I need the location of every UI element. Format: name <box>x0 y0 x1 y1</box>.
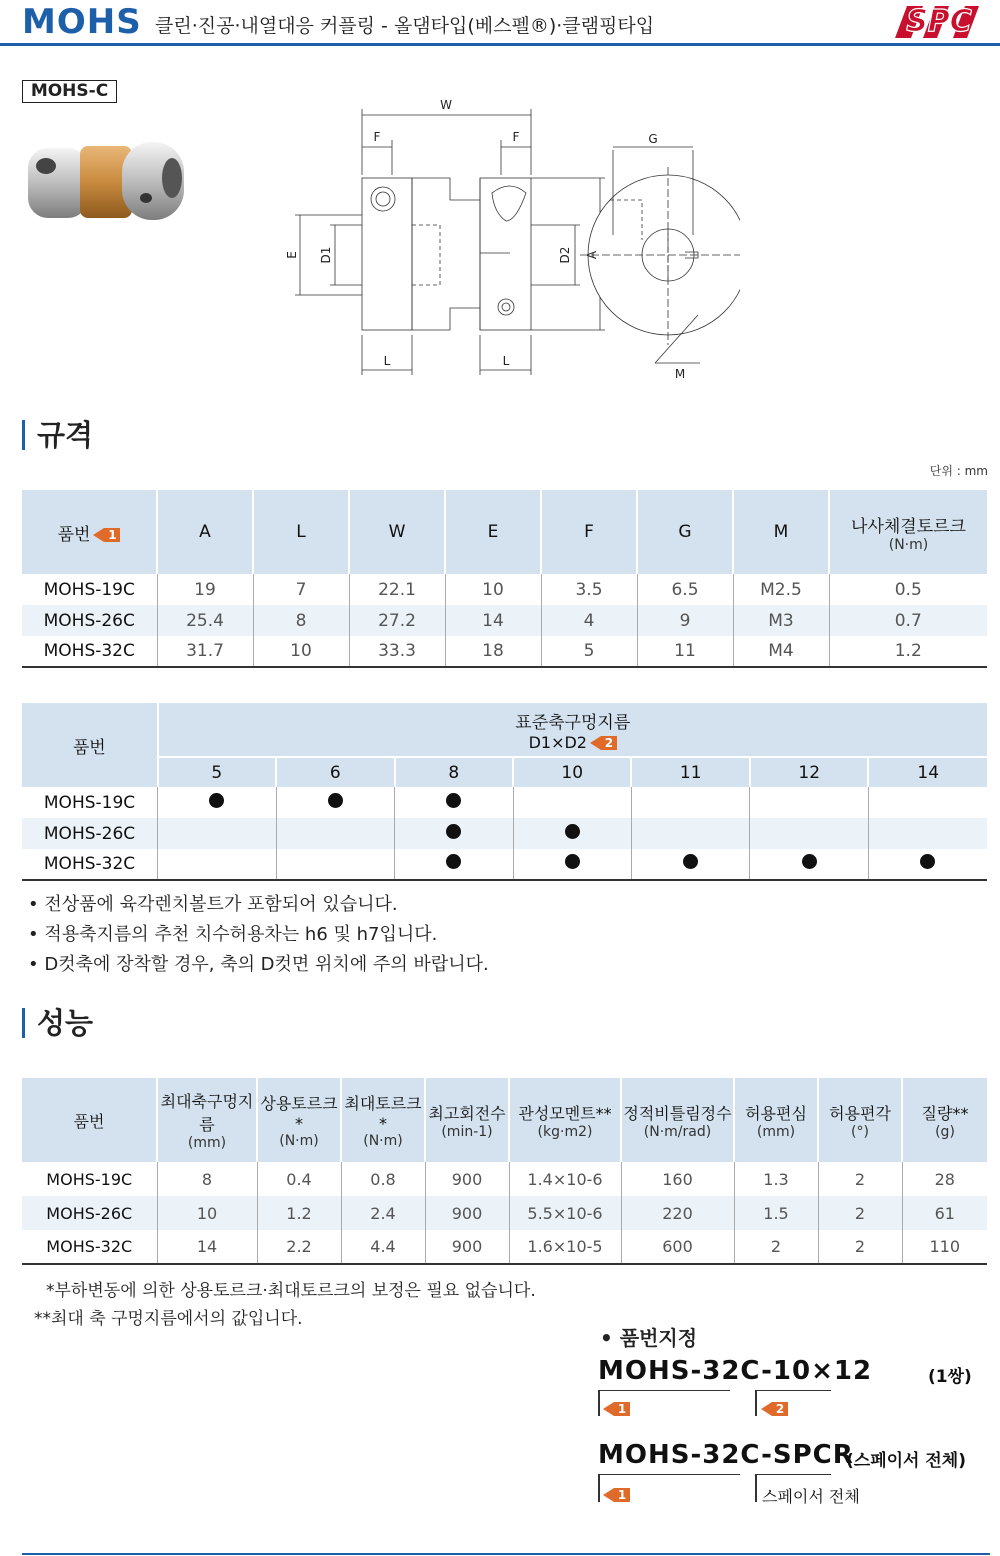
bore-availability-cell <box>513 787 631 818</box>
part-number-example-2: MOHS-32C-SPCR <box>598 1440 854 1470</box>
bore-availability-cell <box>513 849 631 880</box>
note-3: • D컷축에 장착할 경우, 축의 D컷면 위치에 주의 바랍니다. <box>28 954 489 975</box>
dim-L2: L <box>502 354 510 368</box>
bore-availability-cell <box>158 818 276 849</box>
spec-value-cell: 25.4 <box>157 605 253 636</box>
performance-table <box>22 1078 987 1265</box>
performance-header: 질량** (g) <box>902 1078 987 1162</box>
product-subtitle: 클린·진공·내열대응 커플링 - 올댐타입(베스펠®)·클램핑타입 <box>155 15 655 37</box>
spec-value-cell: 11 <box>637 636 733 667</box>
underline-bore <box>755 1390 831 1391</box>
performance-header: 정적비틀림정수 (N·m/rad) <box>621 1078 734 1162</box>
bore-availability-cell <box>631 849 749 880</box>
performance-value-cell: 61 <box>902 1196 987 1230</box>
spec-header-torque: 나사체결토르크 (N·m) <box>829 490 987 574</box>
spec-header-part: 품번 1 <box>22 490 157 574</box>
available-dot-icon <box>920 854 935 869</box>
bore-row <box>22 849 987 880</box>
performance-header: 품번 <box>22 1078 157 1162</box>
bore-availability-cell <box>276 849 394 880</box>
performance-value-cell: 10 <box>157 1196 257 1230</box>
bore-availability-cell <box>750 818 868 849</box>
bore-availability-cell <box>395 849 513 880</box>
technical-drawing <box>280 95 740 385</box>
badge-1-icon: 1 <box>104 528 120 542</box>
pn-badge-1-icon: 1 <box>614 1402 630 1416</box>
part-number-cell: MOHS-19C <box>43 792 136 813</box>
spec-header-A: A <box>157 490 253 574</box>
performance-value-cell: 2 <box>818 1196 902 1230</box>
performance-header: 상용토르크* (N·m) <box>257 1078 341 1162</box>
dim-E: E <box>285 251 299 259</box>
spec-value-cell: 0.5 <box>829 574 987 605</box>
bore-availability-cell <box>631 787 749 818</box>
spec-row <box>22 605 987 636</box>
bore-size-header: 6 <box>276 757 394 787</box>
spec-table <box>22 490 987 668</box>
performance-value-cell: 0.8 <box>341 1162 425 1196</box>
performance-row <box>22 1162 987 1196</box>
dim-W: W <box>440 98 452 112</box>
available-dot-icon <box>209 793 224 808</box>
footer-rule <box>22 1553 990 1555</box>
spec-value-cell: 31.7 <box>157 636 253 667</box>
bore-availability-cell <box>750 849 868 880</box>
spec-value-cell: 7 <box>253 574 349 605</box>
performance-value-cell: 160 <box>621 1162 734 1196</box>
spec-value-cell: 8 <box>253 605 349 636</box>
performance-value-cell: 900 <box>425 1230 509 1264</box>
performance-row <box>22 1196 987 1230</box>
part-number-note: (스페이서 전체) <box>846 1451 966 1471</box>
performance-value-cell: 2.4 <box>341 1196 425 1230</box>
spec-header-G: G <box>637 490 733 574</box>
performance-row <box>22 1230 987 1264</box>
spec-value-cell: M3 <box>733 605 829 636</box>
badge-2-icon: 2 <box>601 736 617 750</box>
unit-label: 단위 : mm <box>929 464 988 478</box>
spec-header-L: L <box>253 490 349 574</box>
tick-bore <box>755 1390 757 1416</box>
tick-part-2 <box>598 1474 600 1502</box>
tick-spacer <box>755 1474 757 1502</box>
performance-header: 허용편심 (mm) <box>734 1078 818 1162</box>
product-code: MOHS <box>22 2 142 42</box>
underline-part-2 <box>598 1474 740 1475</box>
spec-section-title: 규격 <box>22 420 93 450</box>
performance-value-cell: 1.2 <box>257 1196 341 1230</box>
bore-availability-cell <box>868 818 987 849</box>
spec-value-cell: 10 <box>445 574 541 605</box>
dim-M: M <box>674 367 686 381</box>
logo-text: SPC <box>906 4 972 39</box>
bore-availability-cell <box>276 787 394 818</box>
bore-row <box>22 818 987 849</box>
performance-header: 최대축구멍지름 (mm) <box>157 1078 257 1162</box>
performance-header: 허용편각 (°) <box>818 1078 902 1162</box>
spec-value-cell: M2.5 <box>733 574 829 605</box>
performance-value-cell: 1.3 <box>734 1162 818 1196</box>
part-number-qty: (1쌍) <box>928 1367 972 1387</box>
available-dot-icon <box>802 854 817 869</box>
part-number-cell: MOHS-19C <box>43 579 135 600</box>
available-dot-icon <box>446 793 461 808</box>
available-dot-icon <box>683 854 698 869</box>
performance-section-title: 성능 <box>22 1008 93 1038</box>
spec-value-cell: 4 <box>541 605 637 636</box>
available-dot-icon <box>328 793 343 808</box>
performance-header: 최고회전수 (min-1) <box>425 1078 509 1162</box>
part-number-cell: MOHS-32C <box>43 641 135 661</box>
spec-value-cell: 3.5 <box>541 574 637 605</box>
pn-badge-1b-icon: 1 <box>614 1488 630 1502</box>
bore-availability-cell <box>395 787 513 818</box>
bore-availability-cell <box>158 787 276 818</box>
bore-availability-cell <box>868 787 987 818</box>
footnote-1: *부하변동에 의한 상용토르크·최대토르크의 보정은 필요 없습니다. <box>46 1281 536 1301</box>
underline-spacer <box>755 1474 831 1475</box>
part-number-cell: MOHS-26C <box>22 1196 157 1230</box>
bore-table <box>22 703 987 881</box>
spec-value-cell: 0.7 <box>829 605 987 636</box>
spec-row <box>22 636 987 667</box>
part-number-cell: MOHS-32C <box>46 1237 133 1256</box>
bore-availability-cell <box>750 787 868 818</box>
spec-value-cell: 10 <box>253 636 349 667</box>
part-number-title: • 품번지정 <box>600 1326 698 1350</box>
spec-value-cell: M4 <box>733 636 829 667</box>
model-label: MOHS-C <box>22 80 117 103</box>
performance-value-cell: 1.4×10-6 <box>509 1162 621 1196</box>
spec-header-F: F <box>541 490 637 574</box>
spacer-label: 스페이서 전체 <box>762 1487 860 1506</box>
spec-value-cell: 14 <box>445 605 541 636</box>
performance-value-cell: 2 <box>818 1162 902 1196</box>
dim-L1: L <box>383 354 391 368</box>
dim-D2: D2 <box>558 246 572 264</box>
bore-availability-cell <box>395 818 513 849</box>
spec-value-cell: 18 <box>445 636 541 667</box>
bore-header-part: 품번 <box>22 703 158 787</box>
bore-availability-cell <box>631 818 749 849</box>
dim-F1: F <box>373 130 381 144</box>
spec-value-cell: 5 <box>541 636 637 667</box>
performance-value-cell: 900 <box>425 1162 509 1196</box>
part-number-example-1: MOHS-32C-10×12 <box>598 1356 873 1386</box>
bore-availability-cell <box>158 849 276 880</box>
performance-value-cell: 2 <box>818 1230 902 1264</box>
performance-value-cell: 110 <box>902 1230 987 1264</box>
footnote-2: **최대 축 구멍지름에서의 값입니다. <box>34 1309 303 1329</box>
bore-size-header: 14 <box>868 757 987 787</box>
spec-value-cell: 22.1 <box>349 574 445 605</box>
bore-size-header: 5 <box>158 757 276 787</box>
performance-value-cell: 1.6×10-5 <box>509 1230 621 1264</box>
note-1: • 전상품에 육각렌치볼트가 포함되어 있습니다. <box>28 894 398 915</box>
performance-value-cell: 2 <box>734 1230 818 1264</box>
available-dot-icon <box>446 854 461 869</box>
performance-value-cell: 28 <box>902 1162 987 1196</box>
part-number-cell: MOHS-19C <box>46 1169 133 1189</box>
bore-availability-cell <box>276 818 394 849</box>
performance-value-cell: 4.4 <box>341 1230 425 1264</box>
part-number-cell: MOHS-26C <box>22 818 158 849</box>
performance-value-cell: 600 <box>621 1230 734 1264</box>
dim-D1: D1 <box>319 246 333 264</box>
performance-value-cell: 1.5 <box>734 1196 818 1230</box>
performance-value-cell: 14 <box>157 1230 257 1264</box>
bore-row <box>22 787 987 818</box>
bore-size-header: 8 <box>395 757 513 787</box>
performance-value-cell: 2.2 <box>257 1230 341 1264</box>
performance-value-cell: 900 <box>425 1196 509 1230</box>
performance-header: 관성모멘트** (kg·m2) <box>509 1078 621 1162</box>
performance-value-cell: 8 <box>157 1162 257 1196</box>
spec-value-cell: 33.3 <box>349 636 445 667</box>
dim-F2: F <box>512 130 520 144</box>
performance-value-cell: 0.4 <box>257 1162 341 1196</box>
bore-size-header: 11 <box>631 757 749 787</box>
product-photo <box>22 138 192 228</box>
dim-G: G <box>648 132 658 146</box>
part-number-cell: MOHS-32C <box>43 854 136 874</box>
bore-availability-cell <box>513 818 631 849</box>
spec-value-cell: 1.2 <box>829 636 987 667</box>
note-2: • 적용축지름의 추천 치수허용차는 h6 및 h7입니다. <box>28 924 438 945</box>
spec-value-cell: 27.2 <box>349 605 445 636</box>
dim-A: A <box>585 250 599 260</box>
available-dot-icon <box>565 824 580 839</box>
bore-size-header: 10 <box>513 757 631 787</box>
spec-value-cell: 9 <box>637 605 733 636</box>
bore-availability-cell <box>868 849 987 880</box>
available-dot-icon <box>565 854 580 869</box>
performance-header: 최대토르크* (N·m) <box>341 1078 425 1162</box>
part-number-cell: MOHS-26C <box>22 605 157 636</box>
spec-value-cell: 6.5 <box>637 574 733 605</box>
page-header <box>0 0 1000 46</box>
spec-row <box>22 574 987 605</box>
spec-value-cell: 19 <box>157 574 253 605</box>
spec-header-M: M <box>733 490 829 574</box>
performance-value-cell: 220 <box>621 1196 734 1230</box>
spc-logo <box>893 2 985 40</box>
spec-header-E: E <box>445 490 541 574</box>
tick-part <box>598 1390 600 1416</box>
underline-part <box>598 1390 730 1391</box>
pn-badge-2-icon: 2 <box>772 1402 788 1416</box>
bore-header-title: 표준축구멍지름 D1×D2 2 <box>158 703 987 757</box>
bore-size-header: 12 <box>750 757 868 787</box>
available-dot-icon <box>446 824 461 839</box>
spec-header-W: W <box>349 490 445 574</box>
performance-value-cell: 5.5×10-6 <box>509 1196 621 1230</box>
